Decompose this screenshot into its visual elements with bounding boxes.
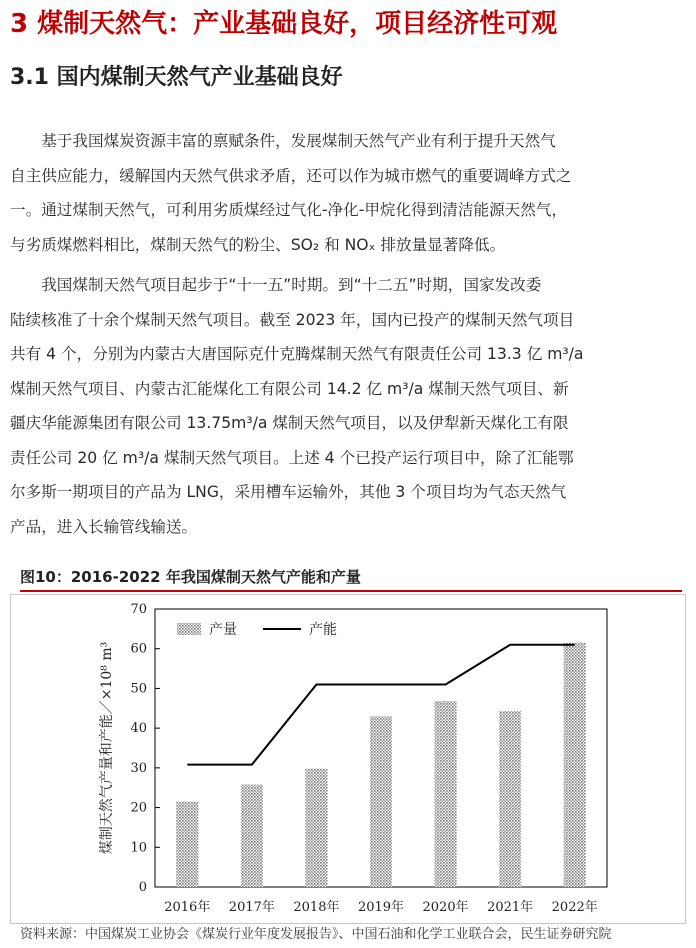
paragraph-line: 尔多斯一期项目的产品为 LNG，采用槽车运输外，其他 3 个项目均为气态天然气 xyxy=(10,483,567,501)
x-tick-label: 2020年 xyxy=(422,900,469,915)
bar-output xyxy=(176,802,198,887)
legend-label-capacity: 产能 xyxy=(309,622,337,638)
y-axis-label: 煤制天然气产量和产能／×10⁸ m³ xyxy=(99,641,115,855)
y-tick-label: 40 xyxy=(130,721,147,737)
bar-output xyxy=(370,716,392,887)
figure-title: 图10：2016-2022 年我国煤制天然气产能和产量 xyxy=(20,566,682,592)
x-tick-label: 2022年 xyxy=(551,900,598,915)
bar-output xyxy=(305,769,327,887)
paragraph-line: 与劣质煤燃料相比，煤制天然气的粉尘、SO₂ 和 NOₓ 排放量显著降低。 xyxy=(10,235,506,254)
bar-output xyxy=(435,701,457,887)
paragraph-line: 共有 4 个，分别为内蒙古大唐国际克什克腾煤制天然气有限责任公司 13.3 亿 m³/a xyxy=(10,345,584,363)
chart-frame xyxy=(10,594,686,924)
paragraph-line: 产品，进入长输管线输送。 xyxy=(10,517,198,536)
bar-output xyxy=(499,711,521,887)
x-tick-label: 2016年 xyxy=(164,900,211,915)
paragraph-line: 我国煤制天然气项目起步于“十一五”时期。到“十二五”时期，国家发改委 xyxy=(10,276,542,294)
paragraph-line: 基于我国煤炭资源丰富的禀赋条件，发展煤制天然气产业有利于提升天然气 xyxy=(10,132,556,150)
legend-label-output: 产量 xyxy=(209,622,237,638)
bar-output xyxy=(241,785,263,887)
y-tick-label: 50 xyxy=(130,681,147,697)
paragraph-line: 疆庆华能源集团有限公司 13.75m³/a 煤制天然气项目，以及伊犁新天煤化工有限 xyxy=(10,414,569,432)
y-tick-label: 0 xyxy=(138,880,147,895)
paragraph-projects xyxy=(10,268,686,544)
x-tick-label: 2021年 xyxy=(487,900,534,915)
x-tick-label: 2017年 xyxy=(228,900,275,915)
paragraph-line: 陆续核准了十余个煤制天然气项目。截至 2023 年，国内已投产的煤制天然气项目 xyxy=(10,310,575,329)
paragraph-line: 煤制天然气项目、内蒙古汇能煤化工有限公司 14.2 亿 m³/a 煤制天然气项目、新 xyxy=(10,379,569,398)
y-tick-label: 70 xyxy=(130,602,147,617)
y-tick-label: 60 xyxy=(130,641,147,657)
x-tick-label: 2019年 xyxy=(357,900,405,915)
bar-output xyxy=(564,643,586,887)
capacity-output-chart xyxy=(11,595,685,923)
y-tick-label: 10 xyxy=(130,840,147,856)
source-note: 资料来源：中国煤炭工业协会《煤炭行业年度发展报告》、中国石油和化学工业联合会，民生证券研究院 xyxy=(20,927,612,942)
paragraph-line: 自主供应能力，缓解国内天然气供求矛盾，还可以作为城市燃气的重要调峰方式之 xyxy=(10,166,572,185)
y-tick-label: 30 xyxy=(130,760,147,776)
subsection-heading: 3.1 国内煤制天然气产业基础良好 xyxy=(10,65,343,90)
y-tick-label: 20 xyxy=(130,800,147,816)
paragraph-intro xyxy=(10,124,686,262)
paragraph-line: 责任公司 20 亿 m³/a 煤制天然气项目。上述 4 个已投产运行项目中，除了汇能鄂 xyxy=(10,448,574,467)
section-heading: 3 煤制天然气：产业基础良好，项目经济性可观 xyxy=(10,9,558,39)
paragraph-line: 一。通过煤制天然气，可利用劣质煤经过气化-净化-甲烷化得到清洁能源天然气， xyxy=(10,201,568,219)
x-tick-label: 2018年 xyxy=(293,900,340,915)
legend-swatch-output xyxy=(177,623,201,635)
